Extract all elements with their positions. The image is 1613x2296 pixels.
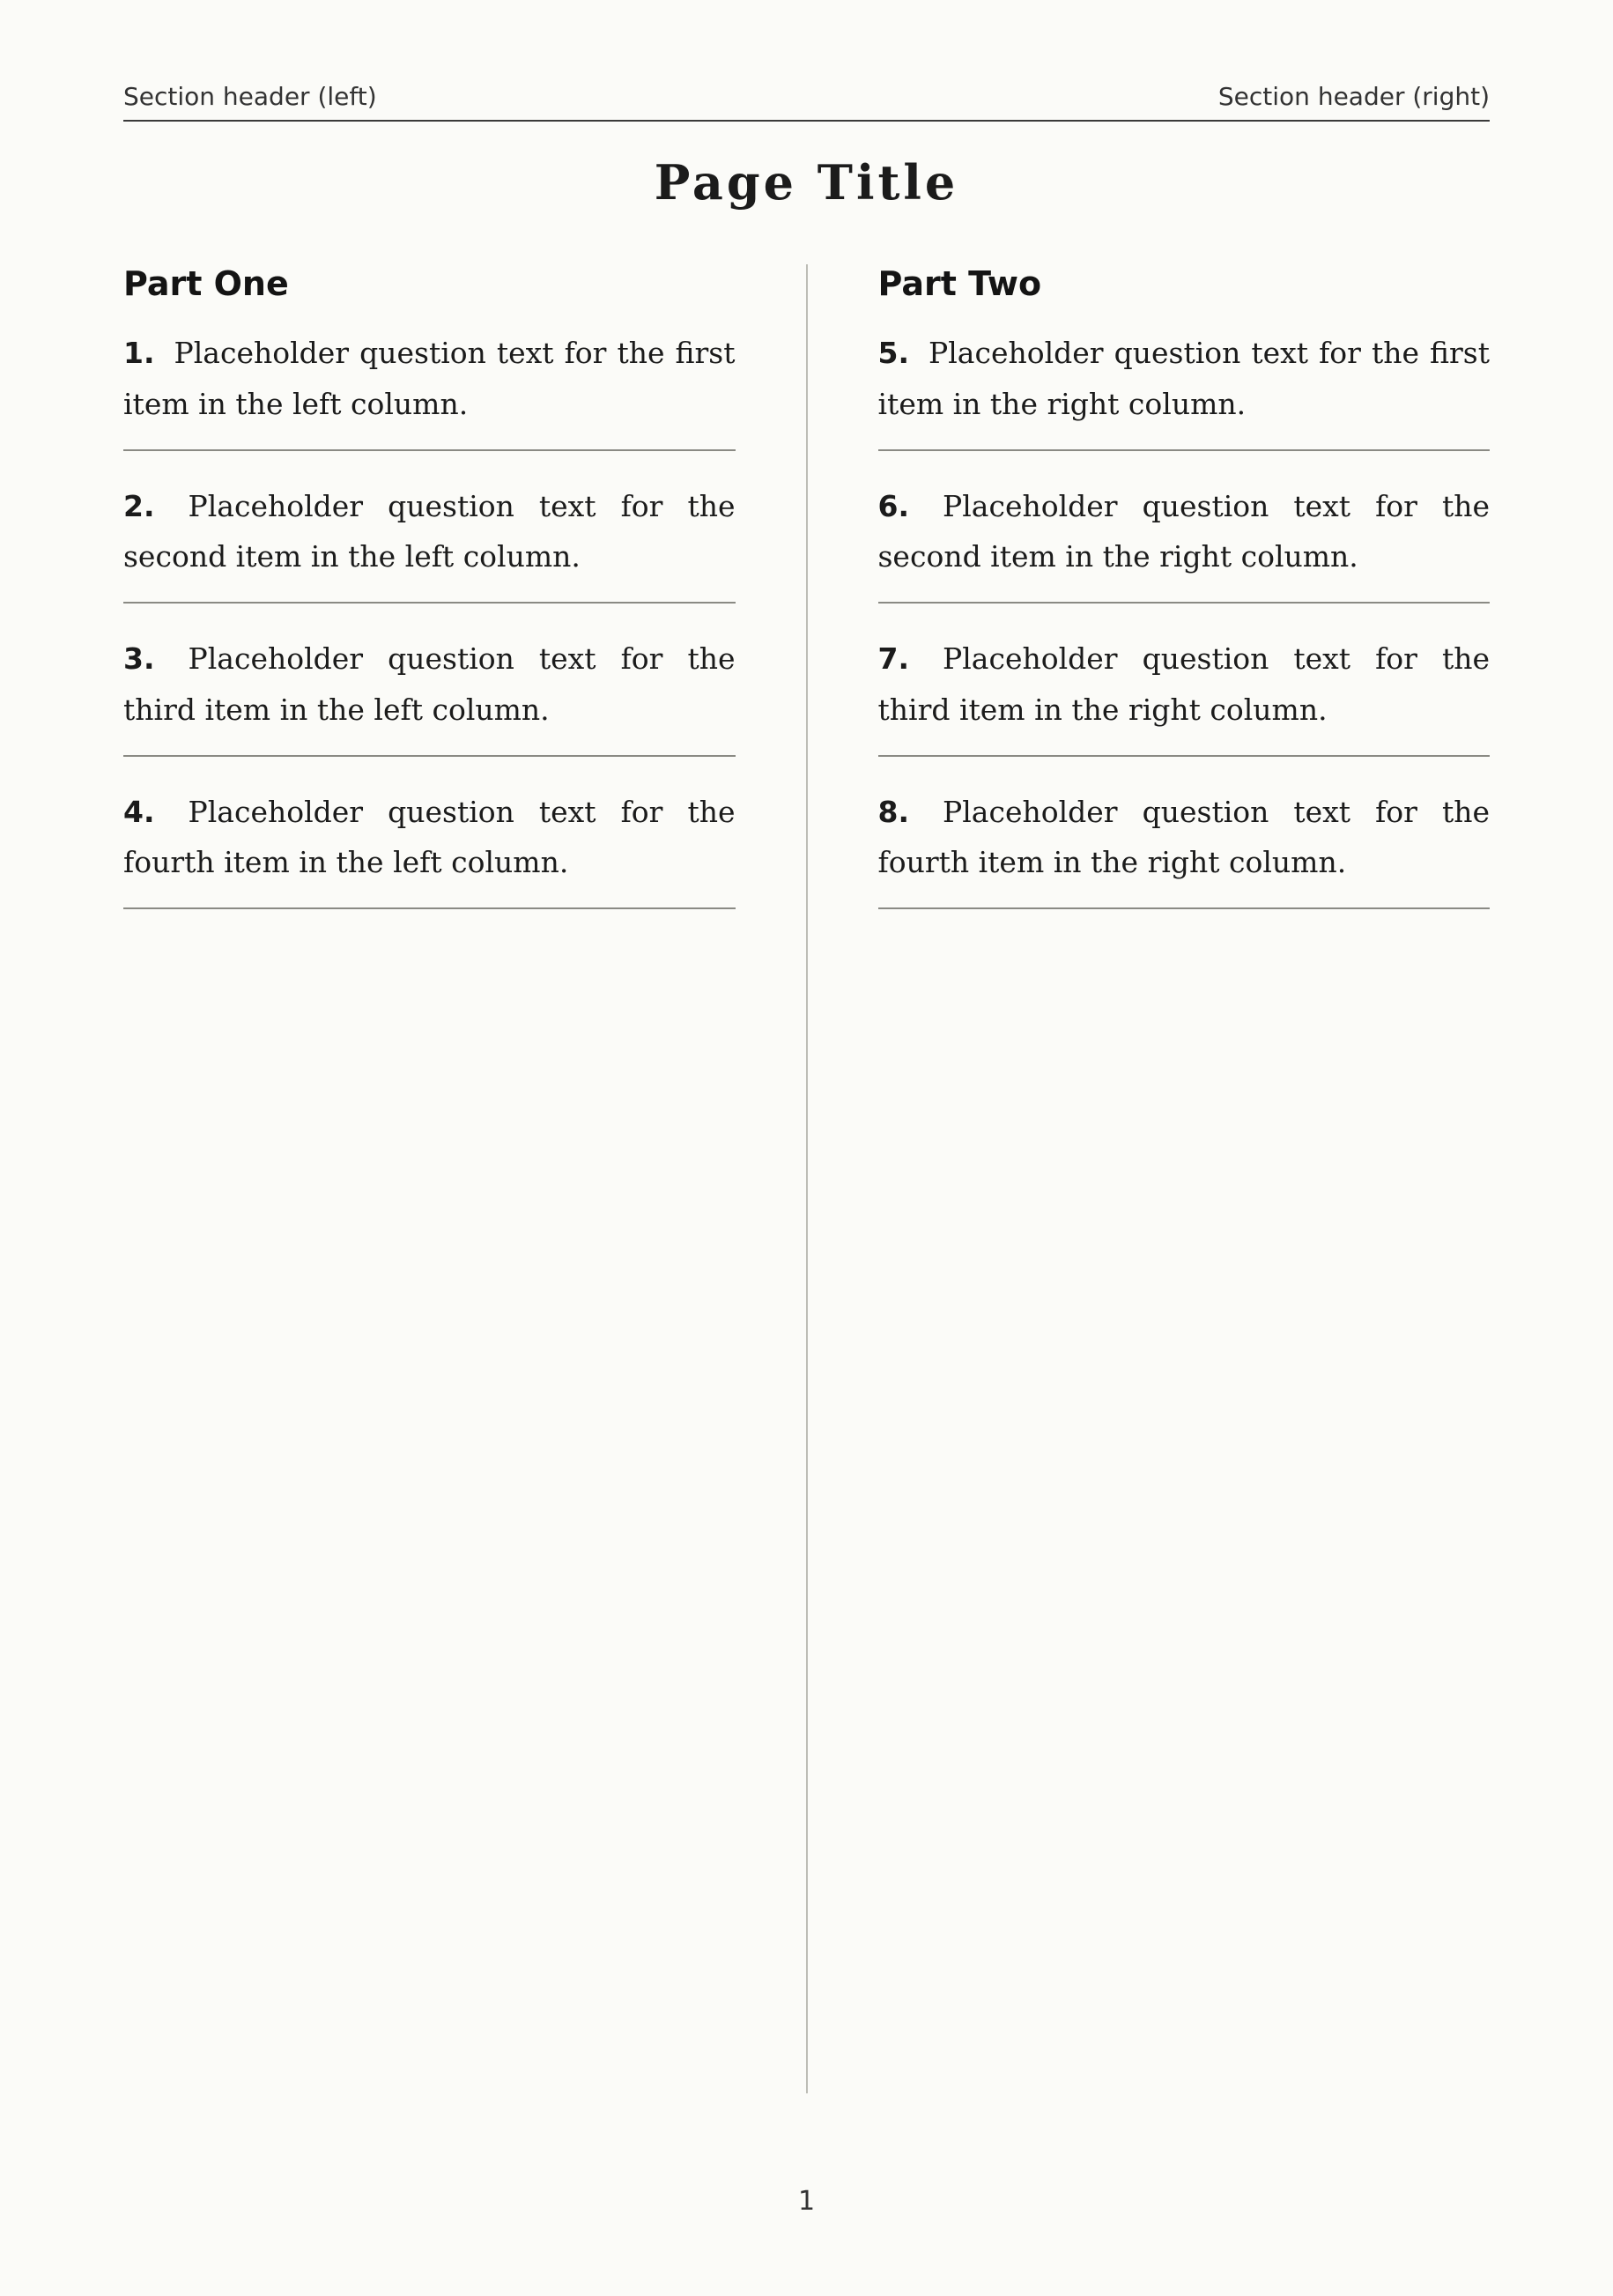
question-text: Placeholder question text for the second item in the right column. <box>877 488 1490 574</box>
answer-line <box>123 449 736 451</box>
question-number: 3. <box>123 641 155 676</box>
answer-line <box>878 755 1491 757</box>
page-title: Page Title <box>654 154 959 211</box>
question-text: Placeholder question text for the first item in the right column. <box>877 336 1490 421</box>
answer-line <box>123 907 736 909</box>
left-section-heading: Part One <box>123 264 289 303</box>
question-number: 7. <box>877 641 909 676</box>
answer-line <box>878 907 1491 909</box>
question-text: Placeholder question text for the fourth item in the right column. <box>877 794 1490 880</box>
question-text: Placeholder question text for the third item in the right column. <box>877 641 1490 727</box>
right-column <box>878 264 1491 2093</box>
question-text: Placeholder question text for the second item in the left column. <box>123 488 736 574</box>
question-item <box>878 633 1491 757</box>
question-item <box>878 328 1491 451</box>
question-number: 6. <box>877 488 909 523</box>
question-item <box>123 787 736 910</box>
question-number: 2. <box>123 488 155 523</box>
question-text: Placeholder question text for the third item in the left column. <box>123 641 736 727</box>
page-footer <box>123 2186 1490 2217</box>
header-left: Section header (left) <box>123 82 377 111</box>
column-divider <box>806 264 808 2093</box>
left-column <box>123 264 736 2093</box>
question-number: 5. <box>877 336 909 370</box>
page-number: 1 <box>797 2186 816 2217</box>
question-number: 4. <box>123 794 155 829</box>
page-header <box>123 62 1490 122</box>
question-item <box>123 481 736 604</box>
question-text: Placeholder question text for the first item in the left column. <box>123 336 736 421</box>
question-item <box>123 633 736 757</box>
question-item <box>878 481 1491 604</box>
right-section-heading: Part Two <box>877 264 1042 303</box>
answer-line <box>123 602 736 604</box>
answer-line <box>123 755 736 757</box>
question-number: 1. <box>123 336 155 370</box>
content-columns <box>123 264 1490 2093</box>
question-item <box>878 787 1491 910</box>
answer-line <box>878 449 1491 451</box>
answer-line <box>878 602 1491 604</box>
question-item <box>123 328 736 451</box>
question-text: Placeholder question text for the fourth item in the left column. <box>123 794 736 880</box>
question-number: 8. <box>877 794 909 829</box>
header-right: Section header (right) <box>1217 82 1490 111</box>
